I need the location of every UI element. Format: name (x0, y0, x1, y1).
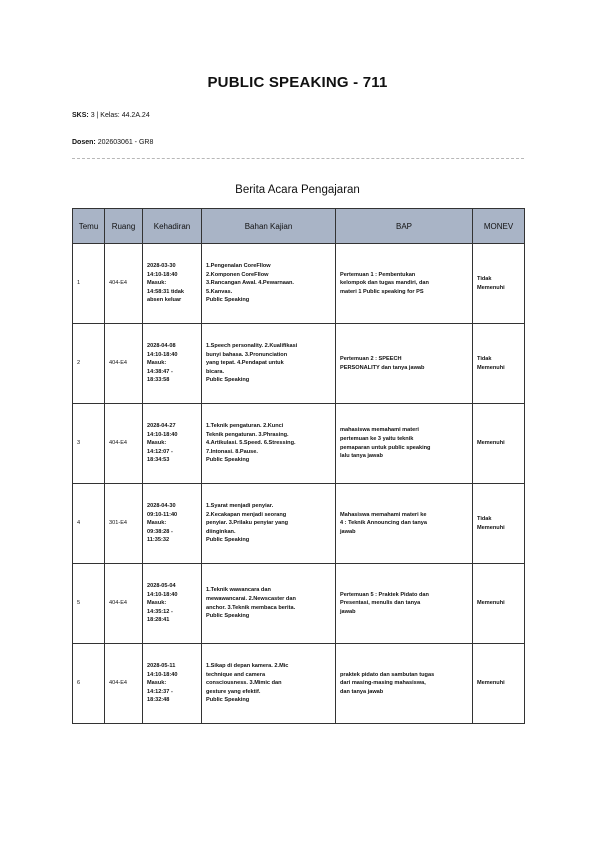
cell-monev-line: Memenuhi (477, 364, 505, 371)
cell-bahan-kajian-line: mewawancarai. 2.Newscaster dan (206, 595, 296, 602)
cell-temu: 2 (73, 324, 105, 404)
cell-bap (336, 244, 473, 324)
cell-kehadiran (143, 644, 202, 724)
cell-bahan-kajian-line: Public Speaking (206, 377, 250, 384)
cell-kehadiran-line: 09:10-11:40 (147, 511, 178, 518)
cell-monev-line: Memenuhi (477, 524, 505, 531)
cell-bahan-kajian-line: 2.Kecakapan menjadi seorang (206, 511, 287, 518)
header-ruang: Ruang (105, 209, 143, 244)
table-row (73, 484, 525, 564)
cell-kehadiran-line: 14:35:12 - (147, 608, 173, 615)
section-title: Berita Acara Pengajaran (235, 184, 360, 196)
cell-bap-line: jawab (340, 528, 356, 535)
cell-temu: 4 (73, 484, 105, 564)
cell-temu: 1 (73, 244, 105, 324)
cell-bap-line: pemaparan untuk public speaking (340, 444, 431, 451)
cell-kehadiran-line: 18:33:58 (147, 377, 170, 384)
table-row (73, 644, 525, 724)
dosen-label: Dosen: (72, 139, 96, 146)
table-row (73, 404, 525, 484)
cell-bahan-kajian-line: Teknik pengaturan. 3.Phrasing. (206, 431, 289, 438)
divider (72, 158, 524, 159)
header-monev: MONEV (473, 209, 525, 244)
cell-bap-line: PERSONALITY dan tanya jawab (340, 364, 425, 371)
cell-kehadiran-line: 2028-04-27 (147, 423, 176, 430)
cell-monev-line: Tidak (477, 355, 492, 362)
table-row (73, 244, 525, 324)
cell-bahan-kajian-line: 7.Intonasi. 8.Pause. (206, 448, 258, 455)
cell-bap-line: dari masing-masing mahasiswa, (340, 680, 426, 687)
cell-kehadiran-line: Masuk: (147, 680, 167, 687)
cell-bahan-kajian (202, 404, 336, 484)
cell-monev-line: Tidak (477, 515, 492, 522)
cell-kehadiran-line: 14:10-18:40 (147, 671, 178, 678)
cell-bap-line: materi 1 Public speaking for PS (340, 288, 424, 295)
cell-bahan-kajian-line: Public Speaking (206, 297, 250, 304)
cell-bahan-kajian-line: yang tepat. 4.Pendapat untuk (206, 360, 284, 367)
cell-monev (473, 564, 525, 644)
cell-kehadiran-line: Masuk: (147, 280, 167, 287)
cell-bahan-kajian (202, 564, 336, 644)
cell-kehadiran-line: 09:38:28 - (147, 528, 173, 535)
cell-bahan-kajian-line: technique and camera (206, 671, 266, 678)
table-row (73, 324, 525, 404)
cell-kehadiran-line: 14:10-18:40 (147, 591, 178, 598)
cell-kehadiran-line: Masuk: (147, 600, 167, 607)
cell-bahan-kajian (202, 644, 336, 724)
cell-kehadiran-line: Masuk: (147, 360, 167, 367)
cell-bap-line: jawab (340, 608, 356, 615)
cell-kehadiran-line: 2028-05-04 (147, 583, 176, 590)
dosen-value: 202603061 - GR8 (97, 139, 154, 146)
cell-bap-line: Pertemuan 1 : Pembentukan (340, 271, 416, 278)
cell-kehadiran-line: Masuk: (147, 440, 167, 447)
cell-kehadiran (143, 564, 202, 644)
cell-bap-line: praktek pidato dan sambutan tugas (340, 671, 435, 678)
cell-kehadiran (143, 324, 202, 404)
cell-kehadiran (143, 404, 202, 484)
cell-bahan-kajian-line: 1.Sikap di depan kamera. 2.Mic (206, 663, 289, 670)
cell-kehadiran-line: Masuk: (147, 520, 167, 527)
cell-bahan-kajian-line: 1.Teknik wawancara dan (206, 587, 271, 594)
cell-bahan-kajian-line: Public Speaking (206, 457, 250, 464)
cell-bahan-kajian-line: bunyi bahasa. 3.Pronunciation (206, 351, 288, 358)
cell-temu: 6 (73, 644, 105, 724)
cell-bahan-kajian-line: 2.Komponen CoreFllow (206, 271, 269, 278)
cell-bap-line: Pertemuan 2 : SPEECH (340, 355, 402, 362)
cell-bahan-kajian (202, 324, 336, 404)
cell-bahan-kajian (202, 244, 336, 324)
header-bahan-kajian: Bahan Kajian (202, 209, 336, 244)
cell-bahan-kajian-line: Public Speaking (206, 537, 250, 544)
cell-kehadiran-line: 2028-04-08 (147, 343, 176, 350)
cell-ruang: 404-E4 (105, 324, 143, 404)
cell-kehadiran-line: 2028-03-30 (147, 263, 176, 270)
cell-monev-line: Memenuhi (477, 680, 505, 687)
cell-kehadiran-line: 14:10-18:40 (147, 351, 178, 358)
cell-bahan-kajian-line: 1.Pengenalan CoreFllow (206, 263, 271, 270)
table-header-row (73, 209, 525, 244)
cell-kehadiran-line: 14:38:47 - (147, 368, 173, 375)
cell-kehadiran-line: 2028-05-11 (147, 663, 176, 670)
lecturer-meta (72, 139, 153, 146)
cell-ruang: 404-E4 (105, 244, 143, 324)
cell-monev (473, 404, 525, 484)
cell-bap-line: Pertemuan 5 : Praktek Pidato dan (340, 591, 429, 598)
header-temu: Temu (73, 209, 105, 244)
sks-value: 3 | Kelas: 44.2A.24 (90, 112, 150, 119)
cell-bap-line: lalu tanya jawab (340, 453, 383, 460)
cell-ruang: 404-E4 (105, 404, 143, 484)
cell-kehadiran-line: 18:28:41 (147, 617, 170, 624)
cell-bahan-kajian-line: gesture yang efektif. (206, 688, 261, 695)
sks-label: SKS: (72, 112, 89, 119)
course-meta (72, 112, 150, 119)
cell-bap (336, 564, 473, 644)
header-bap: BAP (336, 209, 473, 244)
cell-ruang: 404-E4 (105, 644, 143, 724)
cell-monev-line: Memenuhi (477, 440, 505, 447)
cell-kehadiran-line: 11:35:32 (147, 537, 170, 544)
cell-ruang: 404-E4 (105, 564, 143, 644)
cell-bap-line: 4 : Teknik Announcing dan tanya (340, 520, 428, 527)
cell-bahan-kajian-line: 1.Speech personality. 2.Kualifikasi (206, 343, 298, 350)
cell-bahan-kajian-line: bicara. (206, 368, 225, 375)
cell-bahan-kajian-line: consciousness. 3.Mimic dan (206, 680, 282, 687)
cell-monev-line: Memenuhi (477, 600, 505, 607)
cell-bahan-kajian-line: 5.Kanvas. (206, 288, 233, 295)
cell-bahan-kajian-line: Public Speaking (206, 613, 250, 620)
cell-bahan-kajian-line: anchor. 3.Teknik membaca berita. (206, 604, 296, 611)
cell-kehadiran-line: 14:12:07 - (147, 448, 173, 455)
cell-kehadiran-line: 14:10-18:40 (147, 271, 178, 278)
cell-kehadiran (143, 484, 202, 564)
cell-bahan-kajian (202, 484, 336, 564)
cell-bahan-kajian-line: diinginkan. (206, 528, 236, 535)
cell-bap-line: Mahasiswa memahami materi ke (340, 511, 427, 518)
cell-temu: 3 (73, 404, 105, 484)
cell-kehadiran-line: 18:32:48 (147, 697, 170, 704)
cell-bap-line: Presentasi, menulis dan tanya (340, 600, 421, 607)
table-row (73, 564, 525, 644)
cell-bap-line: mahasiswa memahami materi (340, 427, 419, 434)
cell-bap-line: kelompok dan tugas mandiri, dan (340, 280, 429, 287)
cell-bahan-kajian-line: 3.Rancangan Awal. 4.Pewarnaan. (206, 280, 294, 287)
cell-bap (336, 404, 473, 484)
cell-kehadiran-line: 14:12:37 - (147, 688, 173, 695)
cell-kehadiran-line: 2028-04-30 (147, 503, 176, 510)
cell-bahan-kajian-line: Public Speaking (206, 697, 250, 704)
cell-bap-line: dan tanya jawab (340, 688, 384, 695)
bap-table (72, 208, 525, 724)
cell-monev (473, 244, 525, 324)
cell-monev-line: Tidak (477, 275, 492, 282)
cell-kehadiran (143, 244, 202, 324)
header-kehadiran: Kehadiran (143, 209, 202, 244)
cell-bahan-kajian-line: 1.Teknik pengaturan. 2.Kunci (206, 423, 284, 430)
cell-bahan-kajian-line: 4.Artikulasi. 5.Speed. 6.Stressing. (206, 440, 296, 447)
cell-bap (336, 484, 473, 564)
cell-bahan-kajian-line: 1.Syarat menjadi penyiar. (206, 503, 274, 510)
cell-kehadiran-line: 14:58:31 tidak (147, 288, 185, 295)
cell-bap-line: pertemuan ke 3 yaitu teknik (340, 435, 414, 442)
cell-temu: 5 (73, 564, 105, 644)
cell-kehadiran-line: 18:34:53 (147, 457, 170, 464)
cell-monev-line: Memenuhi (477, 284, 505, 291)
cell-bahan-kajian-line: penyiar. 3.Prilaku penyiar yang (206, 520, 289, 527)
cell-kehadiran-line: 14:10-18:40 (147, 431, 178, 438)
cell-monev (473, 324, 525, 404)
document-title: PUBLIC SPEAKING - 711 (207, 74, 388, 91)
cell-bap (336, 324, 473, 404)
cell-kehadiran-line: absen keluar (147, 297, 182, 304)
cell-monev (473, 644, 525, 724)
cell-bap (336, 644, 473, 724)
cell-ruang: 301-E4 (105, 484, 143, 564)
cell-monev (473, 484, 525, 564)
